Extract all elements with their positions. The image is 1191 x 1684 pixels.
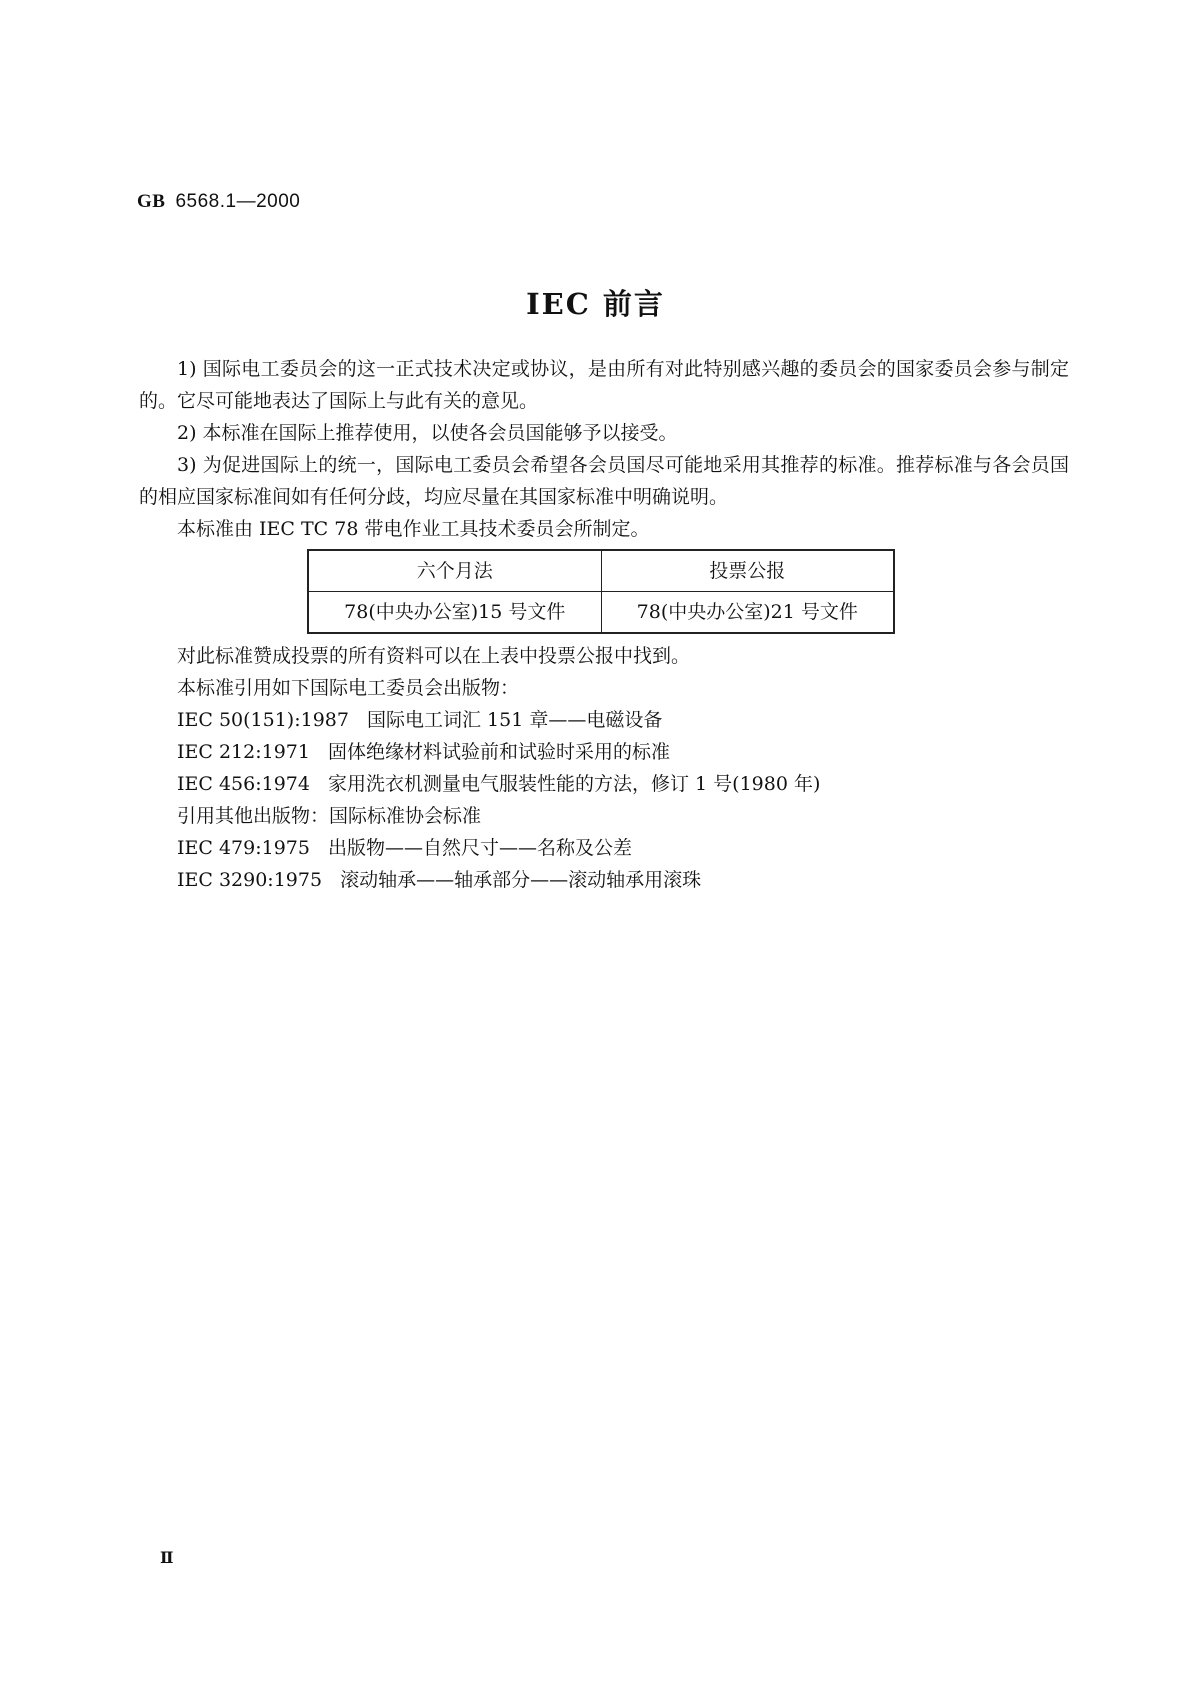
reference-title: 滚动轴承——轴承部分——滚动轴承用滚珠 [340,869,702,891]
standard-number: 6568.1—2000 [175,191,301,212]
reference-item [139,864,1069,896]
reference-code: IEC 50(151):1987 [177,709,349,731]
table-cell: 78(中央办公室)21 号文件 [601,592,894,634]
table-header-cell: 投票公报 [601,550,894,592]
page-title: IEC 前言 [526,287,665,321]
document-code [137,190,300,213]
table-header-cell: 六个月法 [308,550,601,592]
reference-title: 固体绝缘材料试验前和试验时采用的标准 [327,741,670,763]
table-row [308,592,894,634]
voting-table [307,549,895,634]
reference-code: IEC 3290:1975 [177,869,323,891]
reference-code: IEC 456:1974 [177,773,310,795]
paragraph-3: 3) 为促进国际上的统一，国际电工委员会希望各会员国尽可能地采用其推荐的标准。推荐标准与各会员国的相应国家标准间如有任何分歧，均应尽量在其国家标准中明确说明。 [139,454,1069,508]
paragraph-2: 2) 本标准在国际上推荐使用，以使各会员国能够予以接受。 [177,422,678,444]
reference-code: IEC 479:1975 [177,837,310,859]
reference-item [139,704,1069,736]
other-references-line: 引用其他出版物：国际标准协会标准 [177,805,482,827]
reference-item [139,736,1069,768]
voting-info-line: 对此标准赞成投票的所有资料可以在上表中投票公报中找到。 [177,645,691,667]
paragraph-1: 1) 国际电工委员会的这一正式技术决定或协议，是由所有对此特别感兴趣的委员会的国家委员会参与制定的。它尽可能地表达了国际上与此有关的意见。 [139,358,1069,412]
committee-line: 本标准由 IEC TC 78 带电作业工具技术委员会所制定。 [177,518,650,540]
reference-item [139,768,1069,800]
reference-title: 家用洗衣机测量电气服装性能的方法，修订 1 号(1980 年) [327,773,821,795]
table-cell: 78(中央办公室)15 号文件 [308,592,601,634]
references-intro-line: 本标准引用如下国际电工委员会出版物： [177,677,520,699]
reference-code: IEC 212:1971 [177,741,310,763]
gb-prefix: GB [137,191,166,212]
reference-title: 国际电工词汇 151 章——电磁设备 [366,709,663,731]
reference-item [139,832,1069,864]
page-number: Ⅱ [160,1548,174,1567]
table-header-row [308,550,894,592]
reference-title: 出版物——自然尺寸——名称及公差 [327,837,632,859]
foreword-body [139,353,1069,896]
